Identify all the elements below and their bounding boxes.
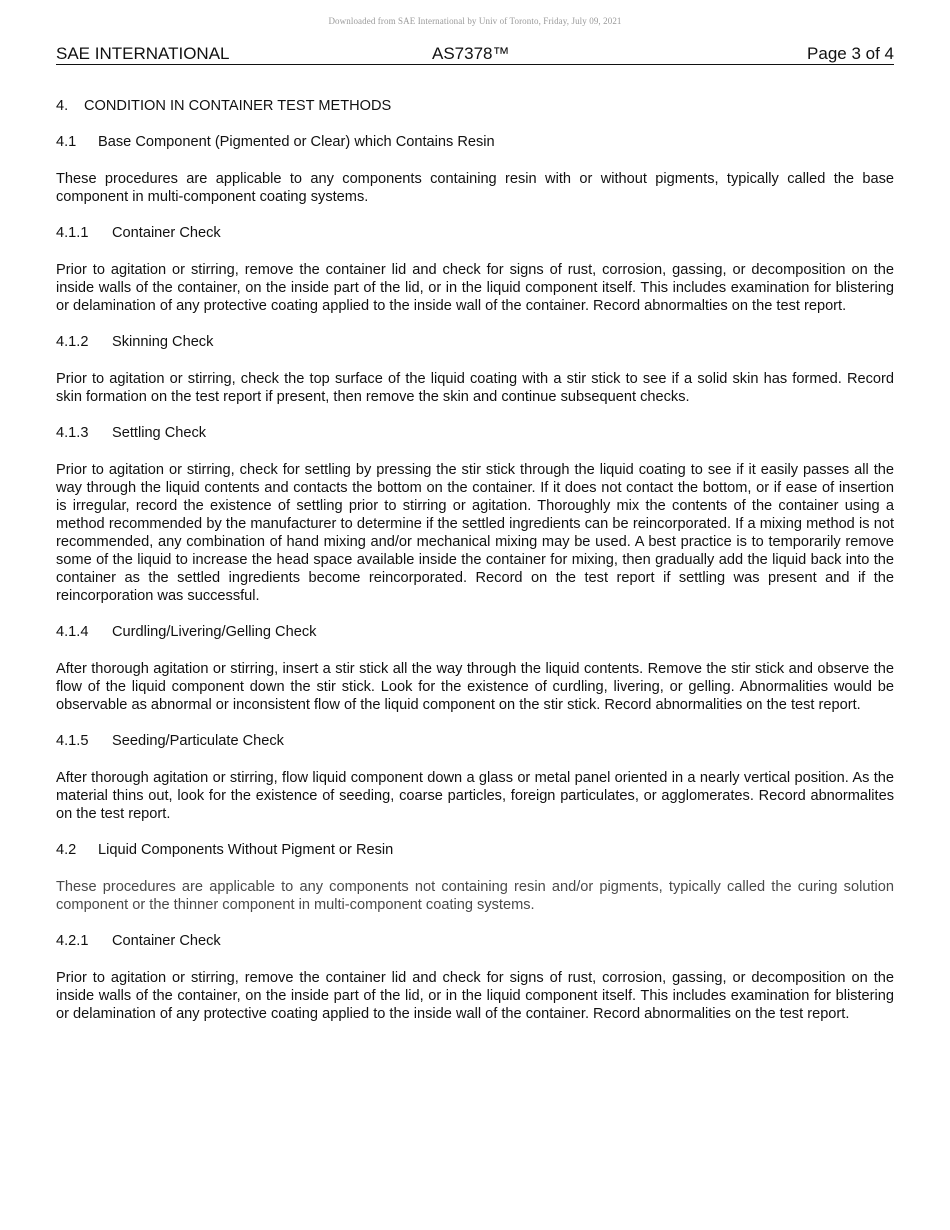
section-number: 4.1.2 <box>56 334 89 350</box>
section-paragraph-4-1-1: Prior to agitation or stirring, remove the container lid and check for signs of rust, corrosion, gassing, or decomposition on the inside walls of the container, on the inside part of the lid, or in the liquid component itself. This includes examination for blistering or delamination of any protective coating applied to the inside wall of the container. Record abnormalties on the test report. <box>56 262 894 314</box>
section-heading-4-1-5 <box>56 732 894 750</box>
section-heading-4-1 <box>56 133 894 151</box>
section-heading-4-1-1 <box>56 224 894 242</box>
section-number: 4. <box>56 98 69 114</box>
section-paragraph-4-1: These procedures are applicable to any components containing resin with or without pigments, typically called the base component in multi-component coating systems. <box>56 171 894 205</box>
section-heading-4-1-3 <box>56 424 894 442</box>
header-doc-id: AS7378™ <box>432 44 510 63</box>
section-title: Liquid Components Without Pigment or Resin <box>98 842 394 858</box>
section-number: 4.1.4 <box>56 624 89 640</box>
page-header <box>56 44 894 65</box>
section-number: 4.1.5 <box>56 733 89 749</box>
section-title: Container Check <box>112 225 221 241</box>
section-heading-4 <box>56 97 894 115</box>
section-paragraph-4-2: These procedures are applicable to any components not containing resin and/or pigments, typically called the curing solution component or the thinner component in multi-component coating systems. <box>56 879 894 913</box>
section-number: 4.2.1 <box>56 933 89 949</box>
section-heading-4-1-2 <box>56 333 894 351</box>
section-heading-4-1-4 <box>56 623 894 641</box>
section-paragraph-4-1-2: Prior to agitation or stirring, check the top surface of the liquid coating with a stir stick to see if a solid skin has formed. Record skin formation on the test report if present, then remove the skin and continue subsequent checks. <box>56 371 894 405</box>
section-number: 4.1.3 <box>56 425 89 441</box>
document-body <box>56 97 894 1023</box>
section-paragraph-4-1-3: Prior to agitation or stirring, check for settling by pressing the stir stick through the liquid coating to see if it easily passes all the way through the liquid contents and contacts the bottom on the container. If it does not contact the bottom, or if ease of insertion is irregular, record the existence of settling prior to stirring or agitation. Thoroughly mix the contents of the container using a method recommended by the manufacturer to determine if the settled ingredients can be reincorporated. If a mixing method is not recommended, any combination of hand mixing and/or mechanical mixing may be used. A best practice is to temporarily remove some of the liquid to increase the head space available inside the container for mixing, then gradually add the liquid back into the container as the settled ingredients become reincorporated. Record on the test report if settling was present and if the reincorporation was successful. <box>56 462 894 604</box>
section-title: Container Check <box>112 933 221 949</box>
section-number: 4.1 <box>56 134 77 150</box>
section-title: Seeding/Particulate Check <box>112 733 284 749</box>
section-paragraph-4-1-5: After thorough agitation or stirring, flow liquid component down a glass or metal panel oriented in a nearly vertical position. As the material thins out, look for the existence of seeding, coarse particles, foreign particulates, or agglomerates. Record abnormalites on the test report. <box>56 770 894 822</box>
header-org: SAE INTERNATIONAL <box>56 44 230 63</box>
section-title: Base Component (Pigmented or Clear) which Contains Resin <box>98 134 495 150</box>
section-title: Settling Check <box>112 425 207 441</box>
section-number: 4.2 <box>56 842 77 858</box>
header-page-number: Page 3 of 4 <box>807 44 894 63</box>
section-heading-4-2-1 <box>56 932 894 950</box>
section-number: 4.1.1 <box>56 225 89 241</box>
download-watermark: Downloaded from SAE International by Univ of Toronto, Friday, July 09, 2021 <box>328 16 622 26</box>
section-title: CONDITION IN CONTAINER TEST METHODS <box>84 98 392 114</box>
section-paragraph-4-1-4: After thorough agitation or stirring, insert a stir stick all the way through the liquid contents. Remove the stir stick and observe the flow of the liquid component down the stir stick. Look for the existence of curdling, livering, or gelling. Abnormalities would be observable as abnormal or inconsistent flow of the liquid component on the stir stick. Record abnormalities on the test report. <box>56 661 894 713</box>
section-heading-4-2 <box>56 841 894 859</box>
section-title: Curdling/Livering/Gelling Check <box>112 624 317 640</box>
section-title: Skinning Check <box>112 334 214 350</box>
section-paragraph-4-2-1: Prior to agitation or stirring, remove the container lid and check for signs of rust, corrosion, gassing, or decomposition on the inside walls of the container, on the inside part of the lid, or in the liquid component itself. This includes examination for blistering or delamination of any protective coating applied to the inside wall of the container. Record abnormalities on the test report. <box>56 970 894 1022</box>
